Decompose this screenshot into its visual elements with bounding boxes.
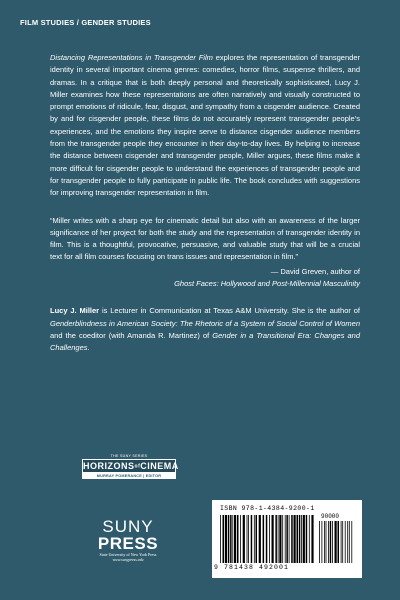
barcode-bar [351,521,352,563]
barcode-bar [335,521,337,563]
barcode-bar [303,515,305,563]
barcode-bar [286,515,288,563]
barcode-bar [285,515,286,563]
back-cover-text [50,52,360,355]
publisher-url: www.sunypress.edu [112,557,144,562]
barcode-bar [326,521,327,563]
blurb-quote: “Miller writes with a sharp eye for cinematic detail but also with an awareness of the larger significance of her project for both the study and the representation of transgender identity in film. This is a thoughtful, provocative, persuasive, and valuable study that will be a crucial text for all film courses focusing on trans issues and representation in film.” [50,215,360,262]
barcode-bar [243,515,245,563]
ean-barcode-bars [220,515,316,563]
publisher-subtitle: State University of New York Press [99,552,157,557]
barcode-bar [322,521,323,563]
barcode-bar [328,521,329,563]
barcode-bar [247,515,248,563]
barcode-bar [237,515,239,563]
barcode-bar [240,515,241,563]
barcode-bar [324,521,325,563]
barcode-bar [278,515,279,563]
ean-digits: 9 781438 492001 [214,564,290,571]
isbn-number: ISBN 978-1-4384-9200-1 [220,505,315,512]
barcode-bar [256,515,258,563]
author-book-2: Gender in a Transitional Era: Changes and Challenges [50,330,360,353]
author-name: Lucy J. Miller [50,306,100,316]
barcode-bar [223,515,225,563]
barcode-bar [230,515,232,563]
barcode-bar [330,521,332,563]
barcode-bar [259,515,261,563]
barcode-bar [301,515,302,563]
barcode-bar [269,515,270,563]
barcode-bar [309,515,310,563]
barcode-bar [232,515,233,563]
barcode-bar [251,515,253,563]
book-title: Distancing Representations in Transgender Film [50,53,213,62]
category-label: FILM STUDIES / GENDER STUDIES [20,18,151,27]
book-description [50,52,360,200]
addon-barcode-bars [319,521,355,563]
barcode-bar [282,515,283,563]
publisher-logo [86,518,170,562]
author-bio: Lucy J. Miller is Lecturer in Communication at Texas A&M University. She is the author of Genderblindness in American Society: The Rhetoric of a System of Social Control of Women and the coeditor (with Amanda R. Martinez) of Gender in a Transitional Era: Changes and Challenges. [50,306,360,353]
price-addon-digits: 90000 [321,513,340,520]
barcode-bar [289,515,290,563]
series-editor: MURRAY POMERANCE | EDITOR [82,473,176,479]
barcode-bar [228,515,230,563]
series-name: HORIZONSofCINEMA [83,461,179,471]
barcode-bar [341,521,342,563]
barcode-bar [254,515,255,563]
barcode-bar [342,521,343,563]
barcode-bar [338,521,340,563]
blurb-attribution-title: Ghost Faces: Hollywood and Post-Millennial Masculinity [174,279,360,289]
barcode-bar [332,521,333,563]
author-book-1: Genderblindness in American Society: The Rhetoric of a System of Social Control of Women [50,318,360,328]
barcode-bar [225,515,227,563]
barcode-bar [234,515,236,563]
series-logo [82,454,179,479]
blurb-attribution: — David Greven, author of [270,266,360,276]
barcode-bar [266,515,268,563]
barcode-bar [279,515,281,563]
barcode-bar [291,515,293,563]
barcode-bar [319,521,320,563]
barcode-bar [275,515,277,563]
barcode-bar [349,521,350,563]
barcode-bar [263,515,265,563]
barcode-bar [306,515,308,563]
barcode-bar [294,515,296,563]
barcode-bar [299,515,301,563]
barcode-bar [311,515,313,563]
barcode-bar [297,515,299,563]
publisher-name-line1: SUNY [102,517,154,536]
description-text: explores the representation of transgender identity in several important cinema genres: comedies, horror films, suspense thrillers, and dramas. In a critique that is both deeply personal and theoretically sophisticated, Lucy J. Miller examines how these representations are often narratively and visually constructed to prompt emotions of ridicule, fear, disgust, and sympathy from a cisgender audience. Created by and for cisgender people, these films do not accurately represent transgender people’s experiences, and the emotions they inspire serve to distance cisgender audience members from the transgender people they encounter in their day-to-day lives. By helping to increase the distance between cisgender and transgender people, Miller argues, these films make it more difficult for cisgender people to understand the experiences of transgender people and for transgender people to fully participate in public life. The book concludes with suggestions for improving transgender representation in film. [50,53,360,198]
barcode [212,500,362,578]
barcode-bar [347,521,348,563]
barcode-bar [345,521,346,563]
barcode-bar [248,515,249,563]
barcode-bar [220,515,221,563]
publisher-name-line2: PRESS [97,534,159,553]
series-label: THE SUNY SERIES [110,454,148,458]
barcode-bar [272,515,274,563]
